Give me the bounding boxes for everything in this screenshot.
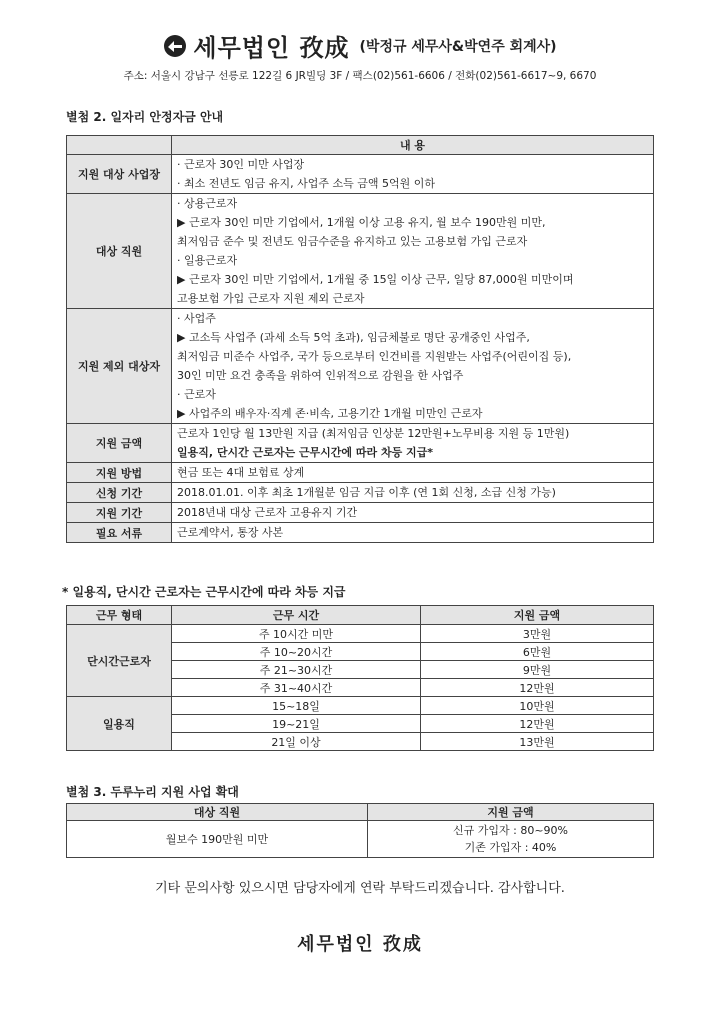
- content-line: ▶ 사업주의 배우자·직계 존·비속, 고용기간 1개월 미만인 근로자: [177, 407, 483, 420]
- col-work-hours: 근무 시간: [172, 606, 421, 625]
- row-label: 지원 방법: [67, 463, 172, 483]
- firm-address: 주소: 서울시 강남구 선릉로 122길 6 JR빌딩 3F / 팩스(02)561-6606 / 전화(02)561-6617~9, 6670: [123, 70, 597, 82]
- firm-partners: (박정규 세무사&박연주 회계사): [359, 38, 557, 55]
- content-line: ▶ 근로자 30인 미만 기업에서, 1개월 이상 고용 유지, 월 보수 190만원 미만,: [177, 216, 546, 229]
- col-support-rate: 지원 금액: [368, 804, 654, 821]
- content-line: ▶ 고소득 사업주 (과세 소득 5억 초과), 임금체불로 명단 공개중인 사업주,: [177, 331, 530, 344]
- table-row: [67, 309, 654, 424]
- row-content: [172, 194, 654, 309]
- content-line: · 사업주: [177, 312, 216, 325]
- differential-note: * 일용직, 단시간 근로자는 근무시간에 따라 차등 지급: [62, 585, 346, 599]
- table-row: [67, 523, 654, 543]
- new-subscriber-rate: 신규 가입자 : 80~90%: [453, 824, 568, 837]
- work-hours-cell: 주 21~30시간: [172, 661, 421, 679]
- firm-logo-icon: [163, 34, 187, 58]
- support-amount-cell: 12만원: [421, 715, 654, 733]
- col-support-amount: 지원 금액: [421, 606, 654, 625]
- row-label: 필요 서류: [67, 523, 172, 543]
- support-fund-table: [66, 135, 654, 543]
- table-header-content: 내 용: [172, 136, 654, 155]
- col-work-type: 근무 형태: [67, 606, 172, 625]
- row-content: [172, 483, 654, 503]
- content-line: 2018.01.01. 이후 최초 1개월분 임금 지급 이후 (연 1회 신청, 소급 신청 가능): [177, 486, 556, 499]
- row-content: [172, 309, 654, 424]
- row-content: [172, 463, 654, 483]
- support-amount-cell: 3만원: [421, 625, 654, 643]
- row-content: [172, 503, 654, 523]
- support-amount-cell: 10만원: [421, 697, 654, 715]
- support-amount-cell: 9만원: [421, 661, 654, 679]
- work-type-cell: 일용직: [67, 697, 172, 751]
- letterhead: [0, 28, 720, 63]
- content-line: · 근로자: [177, 388, 216, 401]
- table-row: [67, 503, 654, 523]
- content-line: 고용보험 가입 근로자 지원 제외 근로자: [177, 292, 365, 305]
- support-amount-cell: 13만원: [421, 733, 654, 751]
- signature: 세무법인 孜成: [297, 934, 423, 955]
- durunuri-table: [66, 803, 654, 858]
- firm-name: 세무법인 孜成: [193, 34, 350, 62]
- table-row: [67, 697, 654, 715]
- content-line: 최저임금 미준수 사업주, 국가 등으로부터 인건비를 지원받는 사업주(어린이집 등),: [177, 350, 572, 363]
- table-row: [67, 483, 654, 503]
- work-hours-cell: 21일 이상: [172, 733, 421, 751]
- row-label: 지원 기간: [67, 503, 172, 523]
- content-line: 현금 또는 4대 보험료 상계: [177, 466, 305, 479]
- content-line: 근로계약서, 통장 사본: [177, 526, 284, 539]
- content-line: · 상용근로자: [177, 197, 238, 210]
- row-content: [172, 424, 654, 463]
- row-label: 대상 직원: [67, 194, 172, 309]
- content-line: 일용직, 단시간 근로자는 근무시간에 따라 차등 지급*: [177, 446, 434, 459]
- target-employee-value: 월보수 190만원 미만: [67, 821, 368, 858]
- work-hours-cell: 주 31~40시간: [172, 679, 421, 697]
- differential-support-table: [66, 605, 654, 751]
- section3-title: 별첨 3. 두루누리 지원 사업 확대: [66, 785, 239, 799]
- closing-message: 기타 문의사항 있으시면 담당자에게 연락 부탁드리겠습니다. 감사합니다.: [155, 881, 565, 896]
- support-amount-cell: 12만원: [421, 679, 654, 697]
- table-row: [67, 194, 654, 309]
- content-line: · 최소 전년도 임금 유지, 사업주 소득 금액 5억원 이하: [177, 177, 435, 190]
- section2-title: 별첨 2. 일자리 안정자금 안내: [66, 110, 224, 124]
- content-line: ▶ 근로자 30인 미만 기업에서, 1개월 중 15일 이상 근무, 일당 87,000원 미만이며: [177, 273, 574, 286]
- row-label: 지원 제외 대상자: [67, 309, 172, 424]
- work-hours-cell: 주 10~20시간: [172, 643, 421, 661]
- row-label: 신청 기간: [67, 483, 172, 503]
- content-line: · 근로자 30인 미만 사업장: [177, 158, 305, 171]
- content-line: 30인 미만 요건 충족을 위하여 인위적으로 감원을 한 사업주: [177, 369, 464, 382]
- work-hours-cell: 15~18일: [172, 697, 421, 715]
- row-content: [172, 523, 654, 543]
- table-row: [67, 463, 654, 483]
- table-header-blank: [67, 136, 172, 155]
- work-type-cell: 단시간근로자: [67, 625, 172, 697]
- work-hours-cell: 19~21일: [172, 715, 421, 733]
- table-row: [67, 424, 654, 463]
- table-row: [67, 155, 654, 194]
- support-rate-cell: [368, 821, 654, 858]
- table-row: [67, 625, 654, 643]
- existing-subscriber-rate: 기존 가입자 : 40%: [464, 841, 557, 854]
- row-label: 지원 대상 사업장: [67, 155, 172, 194]
- row-content: [172, 155, 654, 194]
- content-line: 2018년내 대상 근로자 고용유지 기간: [177, 506, 358, 519]
- support-amount-cell: 6만원: [421, 643, 654, 661]
- work-hours-cell: 주 10시간 미만: [172, 625, 421, 643]
- row-label: 지원 금액: [67, 424, 172, 463]
- content-line: 근로자 1인당 월 13만원 지급 (최저임금 인상분 12만원+노무비용 지원 등 1만원): [177, 427, 570, 440]
- content-line: 최저임금 준수 및 전년도 임금수준을 유지하고 있는 고용보험 가입 근로자: [177, 235, 528, 248]
- col-target-employee: 대상 직원: [67, 804, 368, 821]
- content-line: · 일용근로자: [177, 254, 238, 267]
